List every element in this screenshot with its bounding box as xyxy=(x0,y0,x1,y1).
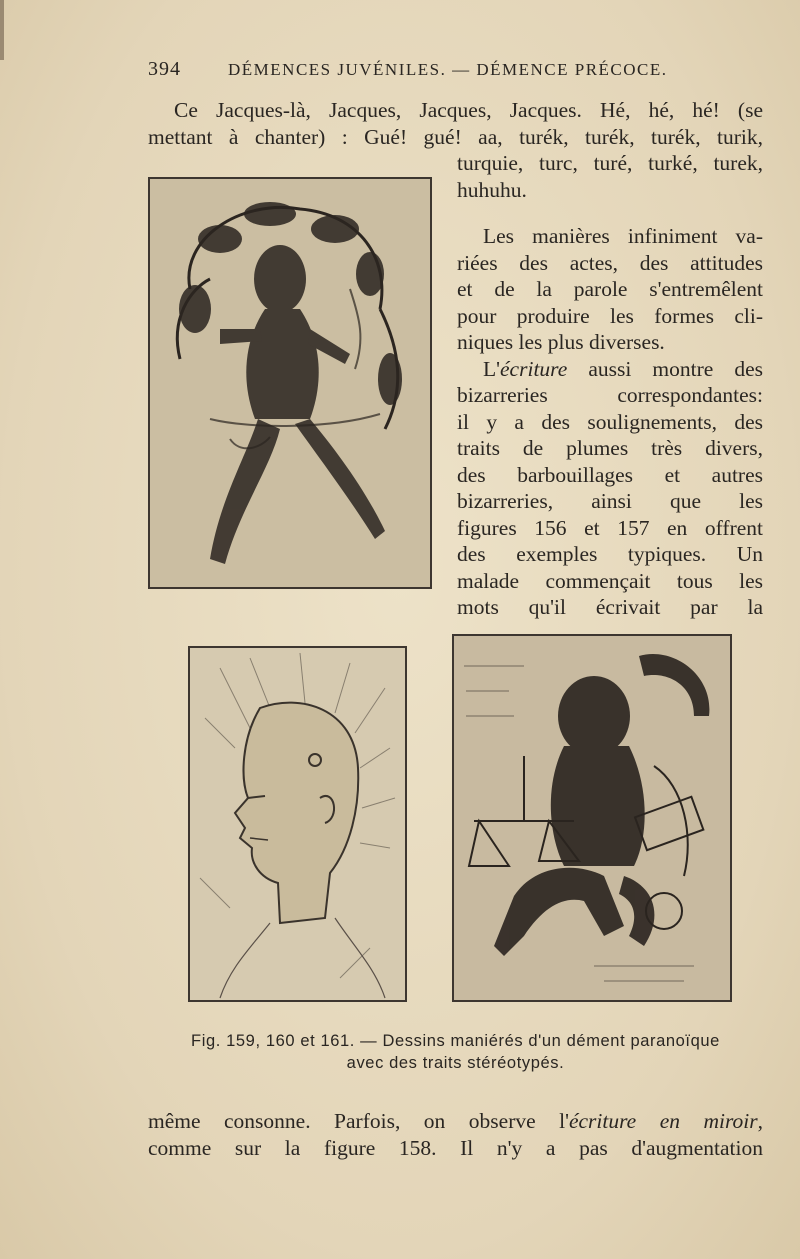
text-line: des exemples typiques. Un xyxy=(457,542,763,566)
text-line: huhuhu. xyxy=(457,177,527,202)
text-line: niques les plus diverses. xyxy=(457,330,665,354)
figure-profile-head-drawing xyxy=(188,646,407,1002)
text-line: mettant à chanter) : Gué! gué! aa, turék, turék, turék, turik, xyxy=(148,124,763,149)
text-line: et de la parole s'entremêlent xyxy=(457,277,763,301)
text-line: figures 156 et 157 en offrent xyxy=(457,515,763,540)
figure-ornate-drawing xyxy=(148,177,432,589)
text-line: des barbouillages et autres xyxy=(457,462,763,487)
text-line xyxy=(148,1108,763,1135)
paragraph-continuation xyxy=(148,1108,763,1161)
page-edge-mark xyxy=(0,0,4,60)
text-line: turquie, turc, turé, turké, turek, xyxy=(457,151,763,175)
text-line: pour produire les formes cli- xyxy=(457,303,763,328)
page-number: 394 xyxy=(148,58,181,80)
text-line: malade commençait tous les xyxy=(457,568,763,593)
text-line: traits de plumes très divers, xyxy=(457,436,763,460)
running-title: DÉMENCES JUVÉNILES. — DÉMENCE PRÉCOCE. xyxy=(228,60,668,79)
text-line: Ce Jacques-là, Jacques, Jacques, Jacques. Hé, hé, hé! (se xyxy=(174,98,763,122)
profile-head-illustration xyxy=(190,648,405,1000)
text-fragment: L' xyxy=(483,356,501,381)
text-line: bizarreries, ainsi que les xyxy=(457,489,763,513)
text-line: riées des actes, des attitudes xyxy=(457,250,763,275)
figure-caption xyxy=(148,1030,763,1074)
text-line: bizarreries correspondantes: xyxy=(457,383,763,407)
text-fragment: , xyxy=(757,1109,763,1133)
italic-term: écriture en miroir xyxy=(568,1109,758,1133)
text-line xyxy=(457,356,763,383)
seated-figure-illustration xyxy=(454,636,730,1000)
text-line: il y a des soulignements, des xyxy=(457,409,763,434)
text-fragment: aussi montre des xyxy=(567,356,763,381)
caption-line: avec des traits stéréotypés. xyxy=(346,1054,565,1072)
italic-term: écriture xyxy=(500,356,568,381)
figure-seated-figure-drawing xyxy=(452,634,732,1002)
text-fragment: même consonne. Parfois, on observe l' xyxy=(148,1109,569,1133)
ornate-figure-illustration xyxy=(150,179,430,587)
caption-line: Fig. 159, 160 et 161. — Dessins maniérés d'un dément paranoïque xyxy=(191,1032,720,1050)
paragraph-side-column xyxy=(457,223,763,621)
text-line: comme sur la figure 158. Il n'y a pas d'augmentation xyxy=(148,1135,763,1160)
text-line: Les manières infiniment va- xyxy=(483,224,763,248)
text-line: mots qu'il écrivait par la xyxy=(457,595,763,619)
